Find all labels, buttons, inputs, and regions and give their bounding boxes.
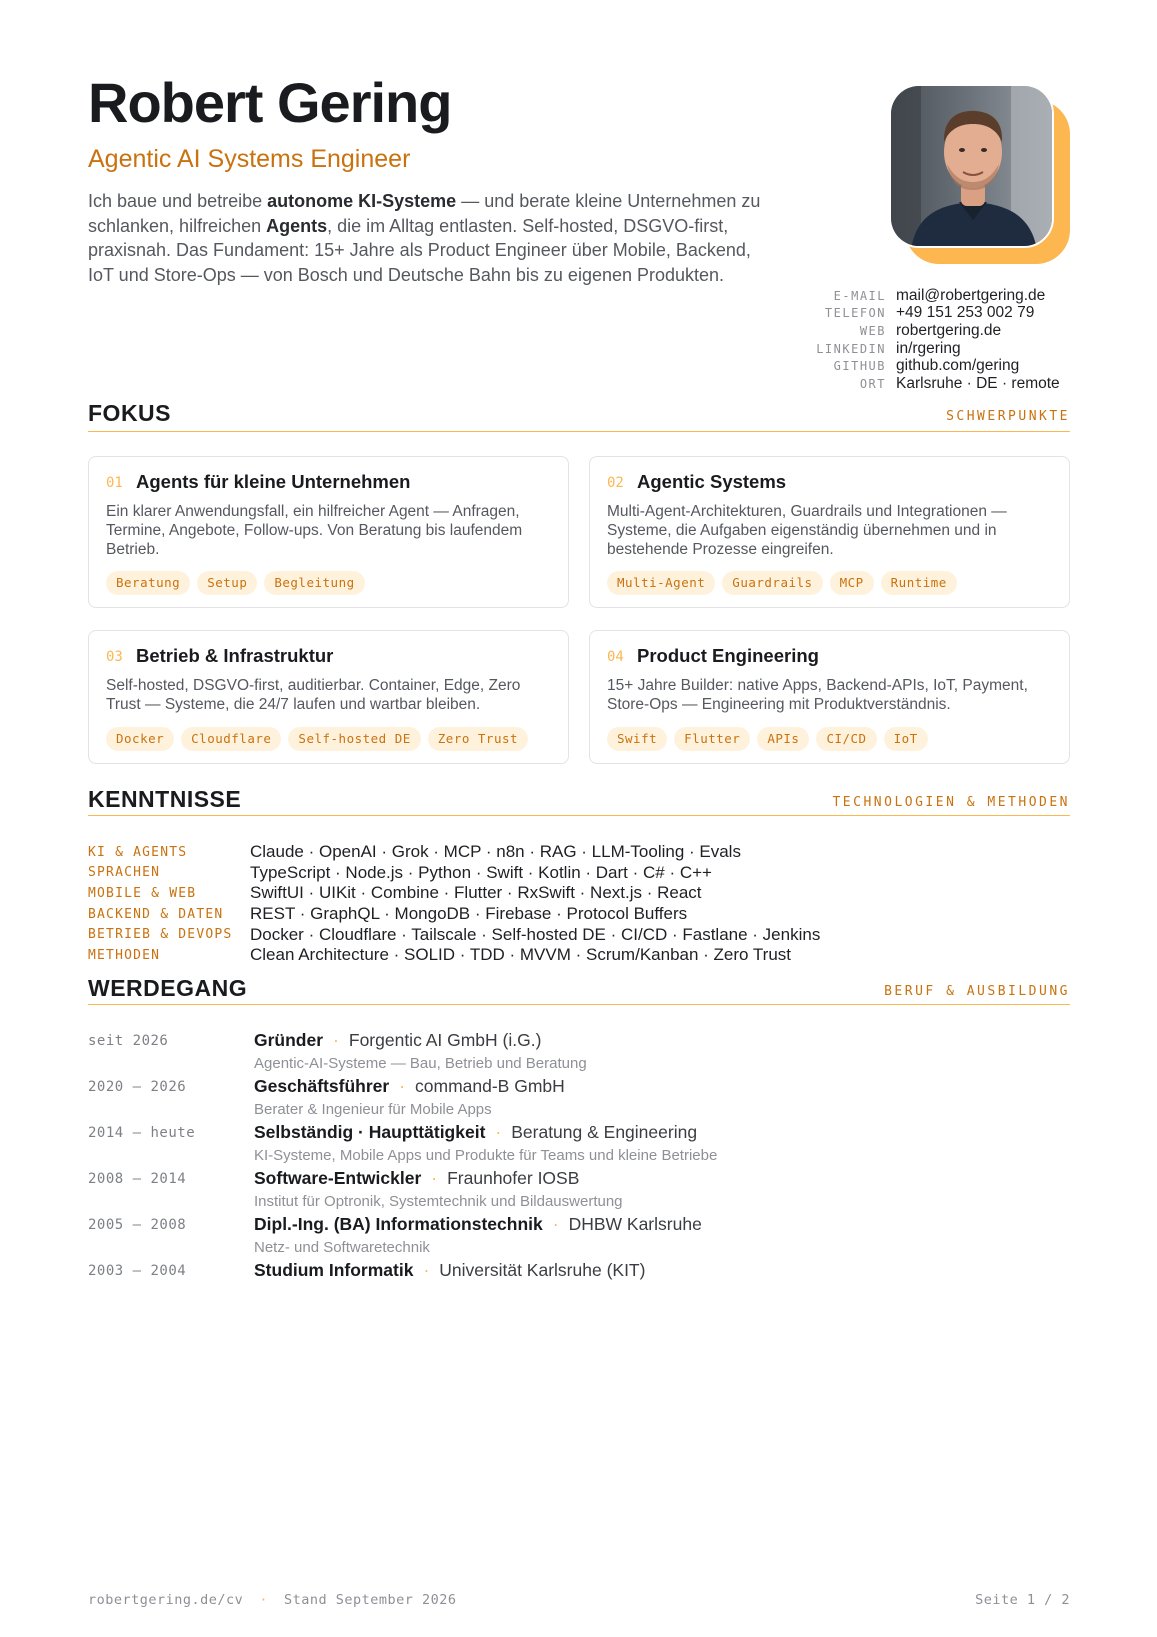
- career-date: 2003 – 2004: [88, 1263, 187, 1279]
- card-number: 03: [106, 649, 123, 665]
- tag-list: [106, 571, 365, 595]
- career-separator: ·: [431, 1168, 438, 1188]
- career-organization: command-B GmbH: [415, 1076, 565, 1096]
- career-headline: [254, 1260, 645, 1281]
- contact-row: [780, 322, 1070, 340]
- career-separator: ·: [495, 1122, 502, 1142]
- career-headline: [254, 1168, 579, 1189]
- skill-category: BACKEND & DATEN: [88, 906, 224, 922]
- skill-row: [88, 842, 1070, 863]
- card-number: 01: [106, 475, 123, 491]
- career-organization: DHBW Karlsruhe: [568, 1214, 702, 1234]
- footer-stand: Stand September 2026: [283, 1592, 457, 1608]
- card-title: Agentic Systems: [637, 471, 787, 492]
- skill-row: [88, 924, 1070, 945]
- intro-text: — und berate kleine Unternehmen zu schlanken, hilfreichen: [88, 191, 761, 236]
- career-description: Netz- und Softwaretechnik: [254, 1239, 430, 1256]
- contact-row: [780, 287, 1070, 305]
- tag: Self-hosted DE: [288, 727, 420, 751]
- contact-label: GITHUB: [833, 359, 886, 374]
- skill-values: TypeScript · Node.js · Python · Swift · Kotlin · Dart · C# · C++: [250, 862, 712, 882]
- portrait-illustration: [891, 86, 1054, 248]
- tag-list: [607, 727, 928, 751]
- career-date: 2005 – 2008: [88, 1217, 187, 1233]
- section-header-focus: [88, 400, 1070, 432]
- section-header-skills: [88, 786, 1070, 816]
- profile-photo: [889, 84, 1054, 248]
- tag: Begleitung: [264, 571, 364, 595]
- section-title: FOKUS: [88, 400, 171, 426]
- skill-values: Clean Architecture · SOLID · TDD · MVVM · Scrum/Kanban · Zero Trust: [250, 945, 792, 965]
- tag: Multi-Agent: [607, 571, 715, 595]
- skill-values: Docker · Cloudflare · Tailscale · Self-hosted DE · CI/CD · Fastlane · Jenkins: [250, 924, 821, 944]
- tag-list: [607, 571, 957, 595]
- tag: Setup: [197, 571, 257, 595]
- intro-highlight: autonome KI-Systeme: [267, 191, 457, 211]
- career-description: Agentic-AI-Systeme — Bau, Betrieb und Beratung: [254, 1055, 587, 1072]
- focus-card: [589, 630, 1070, 764]
- skill-category: KI & AGENTS: [88, 844, 188, 860]
- contact-value[interactable]: in/rgering: [896, 339, 961, 357]
- career-date: seit 2026: [88, 1033, 169, 1049]
- contact-list: [780, 287, 1070, 393]
- card-description: 15+ Jahre Builder: native Apps, Backend-APIs, IoT, Payment, Store-Ops — Engineering mit Produktverständnis.: [607, 677, 1028, 713]
- career-description: KI-Systeme, Mobile Apps und Produkte für Teams und kleine Betriebe: [254, 1147, 718, 1164]
- tag: MCP: [830, 571, 874, 595]
- career-organization: Fraunhofer IOSB: [447, 1168, 580, 1188]
- tag: Docker: [106, 727, 174, 751]
- cv-intro: [88, 189, 768, 287]
- focus-card: [88, 630, 569, 764]
- contact-row: [780, 357, 1070, 375]
- career-title: Dipl.-Ing. (BA) Informationstechnik: [254, 1214, 543, 1234]
- skill-category: BETRIEB & DEVOPS: [88, 927, 233, 943]
- career-title: Selbständig · Haupttätigkeit: [254, 1122, 486, 1142]
- career-headline: [254, 1214, 702, 1235]
- focus-card: [88, 456, 569, 608]
- career-description: Berater & Ingenieur für Mobile Apps: [254, 1101, 492, 1118]
- career-separator: ·: [333, 1030, 339, 1050]
- contact-label: WEB: [859, 323, 886, 338]
- skill-values: SwiftUI · UIKit · Combine · Flutter · RxSwift · Next.js · React: [250, 883, 702, 903]
- tag: Flutter: [674, 727, 750, 751]
- section-title: WERDEGANG: [88, 975, 248, 1001]
- contact-row: [780, 305, 1070, 323]
- career-date: 2008 – 2014: [88, 1171, 187, 1187]
- intro-text: Ich baue und betreibe: [88, 191, 268, 211]
- footer-separator: ·: [259, 1592, 268, 1608]
- tag: IoT: [884, 727, 928, 751]
- contact-value[interactable]: mail@robertgering.de: [896, 286, 1046, 304]
- skill-values: REST · GraphQL · MongoDB · Firebase · Protocol Buffers: [250, 904, 688, 924]
- career-title: Gründer: [254, 1030, 324, 1050]
- cv-role: Agentic AI Systems Engineer: [88, 145, 411, 173]
- tag: CI/CD: [816, 727, 876, 751]
- section-subtitle: SCHWERPUNKTE: [946, 409, 1070, 424]
- section-header-career: [88, 975, 1070, 1005]
- career-separator: ·: [399, 1076, 406, 1096]
- career-organization: Universität Karlsruhe (KIT): [439, 1260, 646, 1280]
- section-subtitle: BERUF & AUSBILDUNG: [884, 984, 1070, 999]
- career-separator: ·: [423, 1260, 430, 1280]
- tag: Runtime: [881, 571, 957, 595]
- skill-category: METHODEN: [88, 947, 161, 963]
- section-title: KENNTNISSE: [88, 786, 242, 812]
- skill-row: [88, 863, 1070, 884]
- skills-list: [88, 842, 1070, 966]
- card-title: Agents für kleine Unternehmen: [136, 471, 411, 492]
- intro-highlight: Agents: [266, 215, 328, 236]
- career-date: 2014 – heute: [88, 1125, 196, 1141]
- intro-text: , die im Alltag entlasten. Self-hosted, DSGVO-first, praxisnah. Das Fundament: 15+ Jahre als Product Engineer über Mobile, Backend, IoT und Store-Ops — von Bosch und Deutsche Bahn bis zu eigenen Produkten.: [88, 215, 751, 285]
- career-title: Geschäftsführer: [254, 1076, 390, 1096]
- tag: Swift: [607, 727, 667, 751]
- skill-category: SPRACHEN: [88, 865, 161, 881]
- career-title: Software-Entwickler: [254, 1168, 422, 1188]
- skill-values: Claude · OpenAI · Grok · MCP · n8n · RAG · LLM-Tooling · Evals: [250, 842, 741, 862]
- contact-label: LINKEDIN: [816, 341, 886, 356]
- tag: APIs: [757, 727, 809, 751]
- contact-value[interactable]: robertgering.de: [896, 321, 1002, 339]
- card-title: Product Engineering: [637, 645, 819, 666]
- skill-row: [88, 904, 1070, 925]
- contact-label: ORT: [859, 376, 886, 391]
- career-title: Studium Informatik: [254, 1260, 414, 1280]
- cv-name: Robert Gering: [88, 71, 452, 134]
- career-separator: ·: [552, 1214, 559, 1234]
- card-description: Self-hosted, DSGVO-first, auditierbar. Container, Edge, Zero Trust — Systeme, die 24/7 laufen und wartbar bleiben.: [106, 677, 521, 713]
- section-subtitle: TECHNOLOGIEN & METHODEN: [832, 795, 1070, 810]
- tag: Guardrails: [722, 571, 822, 595]
- skill-row: [88, 945, 1070, 966]
- card-title: Betrieb & Infrastruktur: [136, 645, 334, 666]
- card-description: Ein klarer Anwendungsfall, ein hilfreicher Agent — Anfragen, Termine, Angebote, Follow-ups. Von Beratung bis laufendem Betrieb.: [106, 503, 523, 558]
- skill-row: [88, 883, 1070, 904]
- contact-row: [780, 375, 1070, 393]
- footer-url[interactable]: robertgering.de/cv: [88, 1592, 244, 1608]
- career-headline: [254, 1076, 565, 1097]
- career-headline: [254, 1122, 697, 1143]
- contact-label: E-MAIL: [833, 288, 886, 303]
- career-organization: Beratung & Engineering: [511, 1122, 698, 1142]
- card-number: 04: [607, 649, 624, 665]
- card-number: 02: [607, 475, 624, 491]
- tag: Beratung: [106, 571, 190, 595]
- tag-list: [106, 727, 528, 751]
- career-headline: [254, 1030, 541, 1051]
- contact-value[interactable]: github.com/gering: [896, 357, 1020, 375]
- footer-page-number: Seite 1 / 2: [975, 1592, 1070, 1608]
- contact-value[interactable]: +49 151 253 002 79: [896, 304, 1035, 322]
- profile-photo-frame: [889, 84, 1070, 264]
- tag: Zero Trust: [428, 727, 528, 751]
- career-date: 2020 – 2026: [88, 1079, 187, 1095]
- tag: Cloudflare: [181, 727, 281, 751]
- career-description: Institut für Optronik, Systemtechnik und Bildauswertung: [254, 1193, 623, 1210]
- contact-row: [780, 340, 1070, 358]
- contact-value[interactable]: Karlsruhe · DE · remote: [896, 374, 1060, 392]
- focus-card: [589, 456, 1070, 608]
- card-description: Multi-Agent-Architekturen, Guardrails und Integrationen — Systeme, die Aufgaben eigenständig übernehmen und in bestehende Prozesse eingreifen.: [607, 503, 1007, 558]
- contact-label: TELEFON: [824, 306, 886, 321]
- skill-category: MOBILE & WEB: [88, 885, 197, 901]
- career-organization: Forgentic AI GmbH (i.G.): [348, 1030, 542, 1050]
